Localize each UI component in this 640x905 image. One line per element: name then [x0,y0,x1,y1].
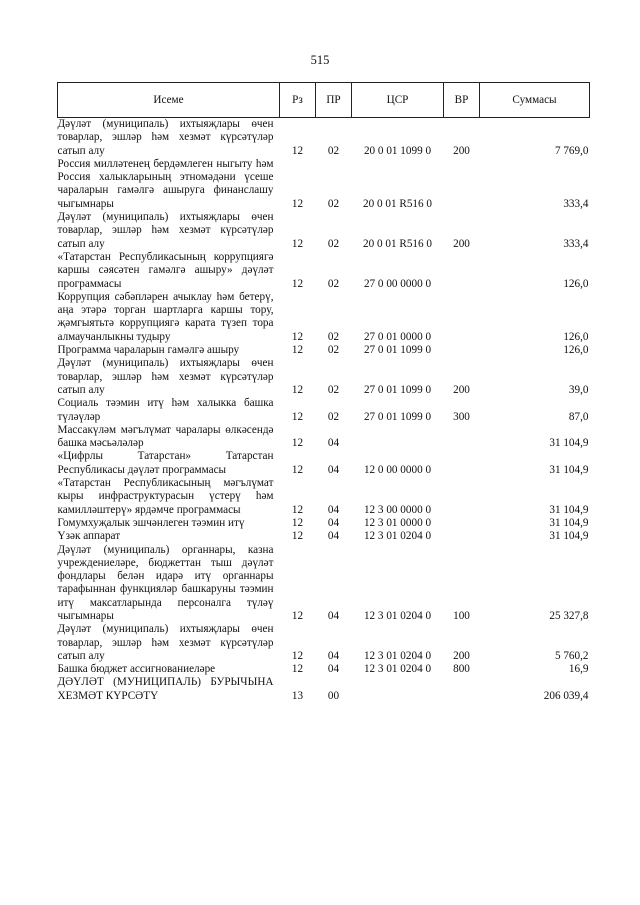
table-row [58,251,590,291]
cell-rz: 12 [291,516,304,529]
cell-name: Гомумхуҗалык эшчәнлеген тәэмин итү [57,516,245,529]
table-row [58,544,590,624]
table-body [58,118,590,704]
cell-sum: 7 769,0 [554,144,589,157]
table-row [58,357,590,397]
table-header [58,83,590,118]
cell-sum: 5 760,2 [554,649,589,662]
cell-csr: 20 0 01 R516 0 [363,197,432,210]
header-csr: ЦСР [352,83,444,118]
cell-sum: 206 039,4 [543,689,589,702]
header-rz: Рз [280,83,316,118]
cell-pr: 04 [327,649,340,662]
cell-sum: 31 104,9 [549,437,589,450]
cell-vr: 200 [453,383,470,396]
cell-sum: 87,0 [568,410,589,423]
cell-name: Башка бюджет ассигнованиеләре [57,663,216,676]
header-name: Исеме [58,83,280,118]
cell-rz: 12 [291,383,304,396]
table-row [58,118,590,158]
cell-rz: 12 [291,437,304,450]
cell-pr: 02 [327,383,340,396]
cell-pr: 04 [327,663,340,676]
cell-csr: 27 0 00 0000 0 [363,277,432,290]
page-number: 515 [310,53,330,67]
cell-rz: 13 [291,689,304,702]
cell-vr: 100 [453,609,470,622]
cell-vr: 300 [453,410,470,423]
cell-csr: 12 3 01 0204 0 [363,663,432,676]
cell-rz: 12 [291,197,304,210]
cell-name: Дәүләт (муниципаль) ихтыяҗлары өчен товарлар, эшләр һәм хезмәт күрсәтүләр сатып алу [57,118,274,157]
table-row [58,530,590,543]
cell-sum: 31 104,9 [549,530,589,543]
cell-rz: 12 [291,463,304,476]
cell-pr: 02 [327,277,340,290]
cell-name: Дәүләт (муниципаль) органнары, казна учреждениеләре, бюджеттан тыш дәүләт фондлары белән идарә итү органнары тарафыннан функцияләр башкаруны тәэмин итү максатларында персоналга түләү чыгымнары [57,543,274,622]
cell-vr: 200 [453,237,470,250]
header-row [58,83,590,118]
cell-vr: 200 [453,144,470,157]
table-row [58,291,590,344]
cell-sum: 31 104,9 [549,463,589,476]
cell-rz: 12 [291,530,304,543]
cell-pr: 04 [327,503,340,516]
cell-sum: 126,0 [563,330,589,343]
cell-pr: 04 [327,530,340,543]
cell-rz: 12 [291,609,304,622]
cell-pr: 04 [327,609,340,622]
cell-vr [444,344,480,357]
cell-vr: 200 [453,649,470,662]
table-row [58,663,590,676]
table-row [58,344,590,357]
cell-vr [444,158,480,211]
cell-pr: 04 [327,463,340,476]
cell-sum: 126,0 [563,344,589,357]
cell-csr: 12 3 01 0204 0 [363,530,432,543]
table-row [58,517,590,530]
cell-pr: 04 [327,516,340,529]
cell-csr: 20 0 01 R516 0 [363,237,432,250]
table-row [58,450,590,477]
cell-name: Дәүләт (муниципаль) ихтыяҗлары өчен товарлар, эшләр һәм хезмәт күрсәтүләр сатып алу [57,623,274,662]
cell-name: Дәүләт (муниципаль) ихтыяҗлары өчен товарлар, эшләр һәм хезмәт күрсәтүләр сатып алу [57,211,274,250]
cell-sum: 126,0 [563,277,589,290]
cell-name: «Цифрлы Татарстан» Татарстан Республикасы дәүләт программасы [57,450,274,476]
cell-csr: 12 0 00 0000 0 [363,463,432,476]
cell-csr: 20 0 01 1099 0 [363,144,432,157]
cell-name: Коррупция сәбәпләрен ачыклау һәм бетерү, аңа этәрә торган шартларга каршы тору, җәмгыятьтә коррупциягә карата түзеп тора алмаучанлыкны тудыру [57,290,274,343]
table-row [58,158,590,211]
cell-sum: 333,4 [563,237,589,250]
cell-vr [444,291,480,344]
cell-rz: 12 [291,237,304,250]
table-row [58,424,590,451]
cell-vr [444,424,480,451]
cell-sum: 333,4 [563,197,589,210]
cell-name: Массакүләм мәгълүмат чаралары өлкәсендә башка мәсьәләләр [57,423,274,450]
cell-sum: 31 104,9 [549,503,589,516]
cell-rz: 12 [291,410,304,423]
cell-rz: 12 [291,503,304,516]
table-row [58,397,590,424]
cell-name: Дәүләт (муниципаль) ихтыяҗлары өчен товарлар, эшләр һәм хезмәт күрсәтүләр сатып алу [57,357,274,396]
cell-pr: 02 [327,237,340,250]
cell-csr: 12 3 01 0000 0 [363,516,432,529]
header-sum: Суммасы [480,83,590,118]
cell-csr [352,424,444,451]
cell-rz: 12 [291,649,304,662]
cell-name: Үзәк аппарат [57,530,121,543]
cell-csr: 27 0 01 1099 0 [363,344,432,357]
cell-sum: 31 104,9 [549,516,589,529]
cell-vr [444,676,480,703]
cell-sum: 25 327,8 [549,609,589,622]
cell-pr: 02 [327,330,340,343]
cell-rz: 12 [291,277,304,290]
cell-name: Социаль тәэмин итү һәм халыкка башка түләүләр [57,397,274,423]
cell-rz: 12 [291,663,304,676]
table-row [58,676,590,703]
cell-vr [444,477,480,517]
cell-name: Программа чараларын гамәлгә ашыру [57,344,240,357]
header-pr: ПР [316,83,352,118]
cell-csr: 12 3 01 0204 0 [363,649,432,662]
cell-rz: 12 [291,144,304,157]
header-vr: ВР [444,83,480,118]
cell-csr [352,676,444,703]
cell-name: «Татарстан Республикасының мәгълүмат кыры инфраструктурасын үстерү һәм камилләштерү» ярдәмче программасы [57,477,274,516]
cell-vr [444,530,480,543]
cell-pr: 02 [327,410,340,423]
cell-vr: 800 [453,663,470,676]
cell-name: Россия милләтенең бердәмлеген ныгыту һәм Россия халыкларының этномәдәни үсеше чараларын гамәлгә ашыруга финанслашу чыгымнары [57,157,274,210]
cell-pr: 00 [327,689,340,702]
budget-table [57,82,590,703]
cell-pr: 02 [327,197,340,210]
cell-vr [444,450,480,477]
cell-name: «Татарстан Республикасының коррупциягә каршы сәясәтен гамәлгә ашыру» дәүләт программасы [57,250,274,290]
cell-name: ДӘҮЛӘТ (МУНИЦИПАЛЬ) БУРЫЧЫНА ХЕЗМӘТ КҮРСӘТҮ [57,676,274,702]
cell-csr: 12 3 00 0000 0 [363,503,432,516]
cell-vr [444,517,480,530]
cell-pr: 04 [327,437,340,450]
cell-sum: 39,0 [568,383,589,396]
cell-vr [444,251,480,291]
cell-csr: 27 0 01 1099 0 [363,383,432,396]
cell-sum: 16,9 [568,663,589,676]
cell-rz: 12 [291,330,304,343]
cell-csr: 27 0 01 1099 0 [363,410,432,423]
cell-rz: 12 [291,344,304,357]
table-row [58,477,590,517]
cell-pr: 02 [327,344,340,357]
cell-pr: 02 [327,144,340,157]
table-row [58,211,590,251]
table-row [58,623,590,663]
cell-csr: 27 0 01 0000 0 [363,330,432,343]
cell-csr: 12 3 01 0204 0 [363,609,432,622]
